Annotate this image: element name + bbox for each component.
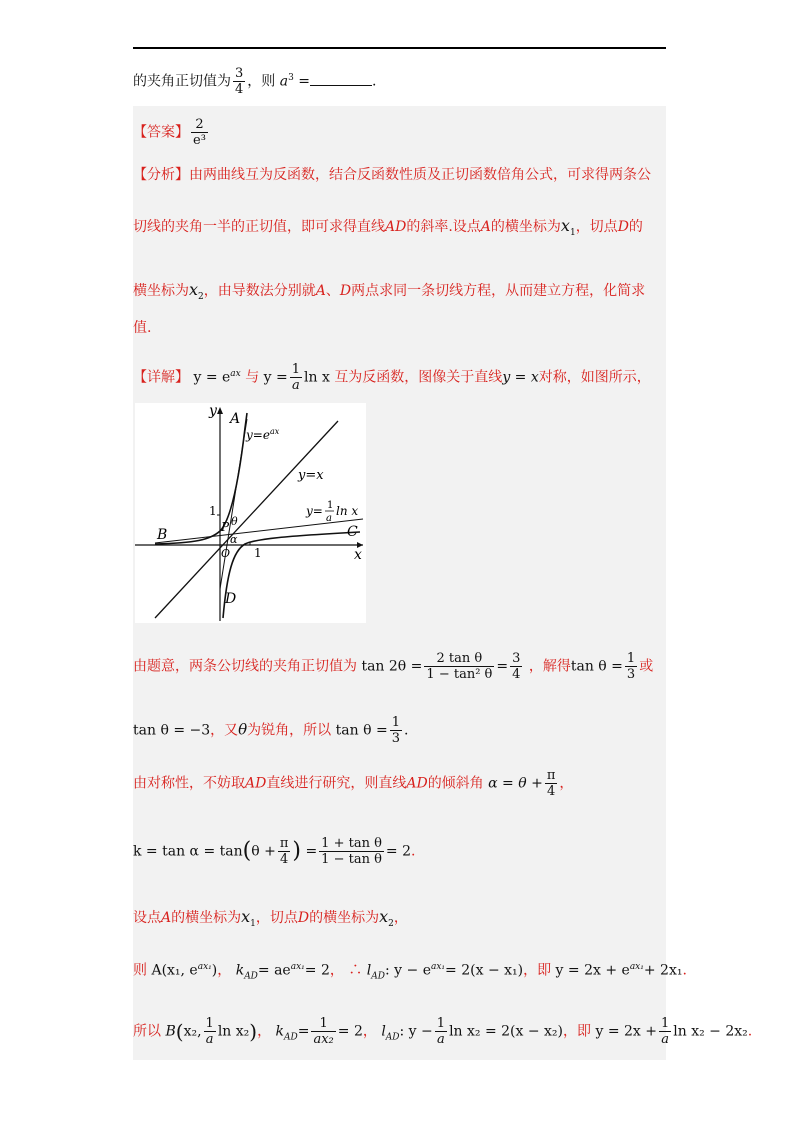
curve-label-log-den: a (326, 513, 332, 524)
tick-label-1y: 1 (209, 504, 217, 518)
fraction-three-quarters: $\frac{3}{4}$ (235, 66, 244, 97)
label-C: C (347, 524, 358, 540)
question-tail: 的夹角正切值为 $\frac{3}{4}$ ，则 $a^3$ = . (133, 66, 377, 97)
symmetry-line: 由对称性，不妨取AD直线进行研究，则直线AD的倾斜角 α = θ + $\frac{\pi}{4}$ ， (133, 768, 574, 799)
abscissa-line: 设点A的横坐标为$x_1$，切点D的横坐标为$x_2$， (133, 907, 408, 929)
label-A: A (230, 411, 241, 427)
curve-label-log-suffix: ln x (336, 504, 359, 518)
var-a: a (279, 73, 289, 90)
header-rule (133, 47, 666, 49)
slope-formula: k = tan α = tan(θ + $\frac{\pi}{4}$ ) = $\frac{\text{1 + tan θ}}{\text{1 − tan θ}}$ = 2. (133, 836, 416, 867)
label-y: y (209, 403, 217, 419)
tangent-AD (220, 419, 247, 589)
curve-label-exp: $y=e^{ax}$ (246, 427, 280, 442)
label-alpha: α (230, 533, 238, 546)
tangent-A-line: 则 A(x₁, $e^{ax_1}$)， $k_{AD}= ae^{ax_1}= 2$， ∴ $l_{AD}$: $y - e^{ax_1}= 2(x - x_1)$，即 $y = 2x + e^{ax_1}+ 2x_1$. (133, 962, 687, 982)
analysis-line-4: 值. (133, 320, 152, 336)
detail-tag: 【详解】 (133, 369, 189, 386)
tick-label-1x: 1 (254, 546, 262, 560)
question-text: 的夹角正切值为 (133, 73, 231, 90)
detail-line: 【详解】 $y = e^{ax}$ 与 y = $\frac{1}{a}$ ln x 互为反函数，图像关于直线y = x对称，如图所示， (133, 362, 651, 393)
curve-label-log-prefix: y= (306, 504, 323, 518)
label-O: O (221, 547, 231, 560)
y-axis-arrow (217, 407, 223, 414)
label-theta: θ (231, 515, 238, 528)
tan-theta-line: tan θ = −3，又θ为锐角，所以 tan θ = $\frac{1}{3}$ . (133, 715, 409, 746)
graph-figure (135, 403, 366, 623)
tangent-angle-line: 由题意，两条公切线的夹角正切值为 tan 2θ = $\frac{\text{2 tan θ}}{\text{1 − tan² θ}}$ = $\frac{3}{4}$ ，解得tan θ = $\frac{1}{3}$ 或 (133, 651, 654, 682)
answer-blank (310, 75, 372, 86)
tangent-D-line: 所以 B(x₂, $\frac{1}{a}$ ln x₂)， $k_{AD}=$ $\frac{1}{\text{ax₂}}$ = 2， $l_{AD}$: y − $\frac{1}{a}$ ln x₂ = 2(x − x₂)，即 y = 2x + $\frac{1}{a}$ ln x₂ − 2x₂. (133, 1016, 753, 1047)
analysis-tag: 【分析】 (133, 167, 189, 183)
label-y-equals-x: y=x (298, 468, 324, 483)
curve-label-log-num: 1 (327, 500, 334, 511)
label-D: D (225, 591, 237, 607)
analysis-line-2: 切线的夹角一半的正切值，即可求得直线AD的斜率.设点A的横坐标为$x_1$，切点D的 (133, 216, 643, 238)
label-B: B (157, 527, 168, 543)
analysis-line-3: 横坐标为$x_2$，由导数法分别就A、D两点求同一条切线方程，从而建立方程，化简求 (133, 280, 646, 302)
answer-line (133, 117, 210, 148)
function-graph (135, 403, 366, 623)
answer-tag: 【答案】 (133, 124, 189, 141)
label-x: x (354, 547, 362, 563)
line-y-equals-x (155, 421, 338, 618)
analysis-line-1: 【分析】由两曲线互为反函数，结合反函数性质及正切函数倍角公式，可求得两条公 (133, 167, 651, 183)
label-P: P (221, 520, 230, 534)
answer-fraction: $\frac{2}{\text{e³}}$ (193, 117, 206, 148)
